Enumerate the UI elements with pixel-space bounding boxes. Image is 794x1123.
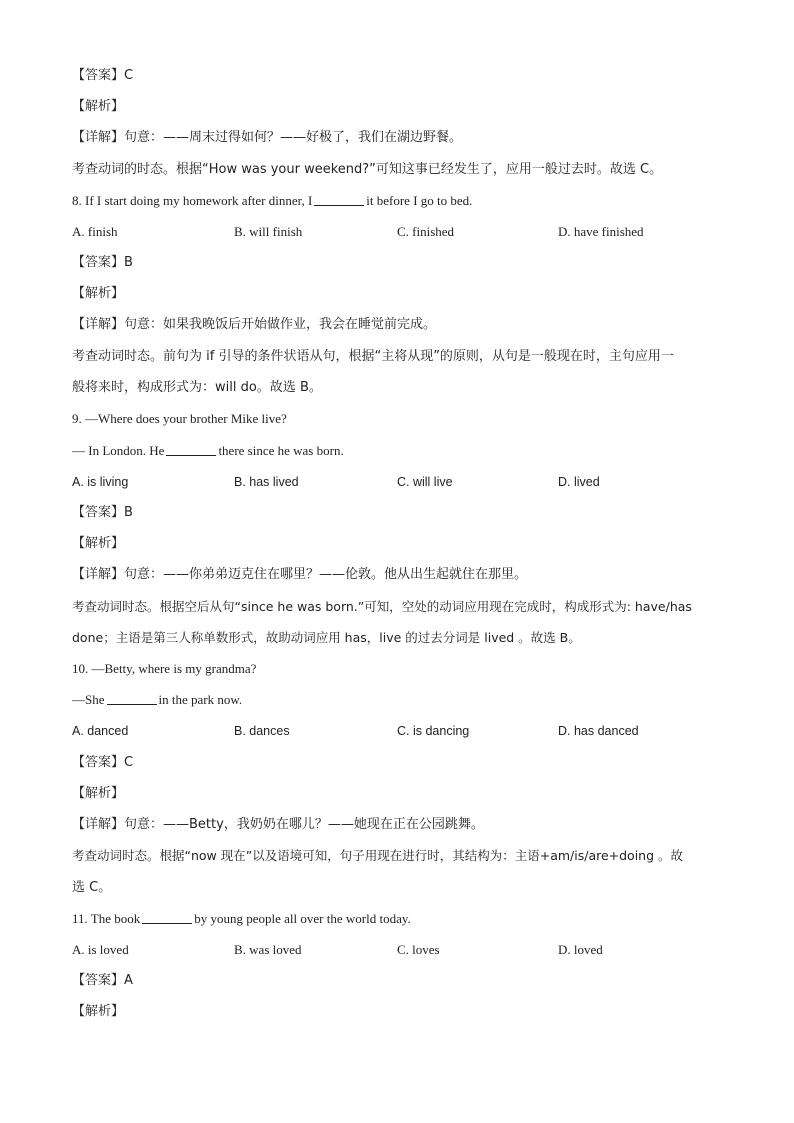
- detail-tag: 【详解】: [72, 567, 125, 582]
- option-c: C. is dancing: [397, 724, 470, 738]
- explanation-text: 考查动词时态。根据“now 现在”以及语境可知，句子用现在进行时，其结构为：主语+am/is/are+doing 。故: [72, 848, 684, 863]
- stem-after-blank: there since he was born.: [218, 443, 344, 458]
- answer-value: C: [124, 755, 134, 770]
- answer-tag: 【答案】: [72, 505, 125, 520]
- option-d: D. loved: [558, 942, 603, 957]
- detail-tag: 【详解】: [72, 817, 125, 832]
- answer-tag: 【答案】: [72, 68, 125, 83]
- explanation-text-continued: 般将来时，构成形式为：will do。故选 B。: [72, 380, 322, 395]
- answer-blank: [142, 911, 192, 924]
- stem-before-blank: —She: [72, 692, 105, 707]
- answer-value: C: [124, 68, 134, 83]
- answer-tag: 【答案】: [72, 973, 125, 988]
- sentence-meaning: 句意：——你弟弟迈克住在哪里？——伦敦。他从出生起就住在那里。: [124, 567, 528, 582]
- answer-blank: [314, 193, 364, 206]
- answer-value: B: [124, 255, 133, 270]
- option-d: D. has danced: [558, 724, 639, 738]
- stem-before-blank: 11. The book: [72, 911, 141, 926]
- option-a: A. is loved: [72, 942, 129, 957]
- analysis-heading: 【解析】: [72, 536, 125, 551]
- option-a: A. is living: [72, 475, 129, 489]
- answer-line: [72, 67, 133, 85]
- explanation-text-continued: 选 C。: [72, 880, 112, 895]
- question-response: [72, 442, 344, 460]
- answer-blank: [107, 692, 157, 705]
- answer-value: A: [124, 973, 133, 988]
- option-c: C. finished: [397, 224, 455, 239]
- detail-tag: 【详解】: [72, 317, 125, 332]
- answer-blank: [166, 443, 216, 456]
- answer-tag: 【答案】: [72, 255, 125, 270]
- answer-line: [72, 504, 133, 522]
- sentence-meaning: 句意：如果我晚饭后开始做作业，我会在睡觉前完成。: [124, 317, 437, 332]
- detail-line: [72, 316, 436, 334]
- option-a: A. danced: [72, 724, 129, 738]
- analysis-heading: 【解析】: [72, 286, 125, 301]
- answer-value: B: [124, 505, 133, 520]
- stem-after-blank: in the park now.: [158, 692, 243, 707]
- question-response: [72, 691, 242, 709]
- detail-line: [72, 566, 527, 584]
- question-stem: 9. —Where does your brother Mike live?: [72, 411, 287, 426]
- stem-after-blank: by young people all over the world today.: [194, 911, 411, 926]
- analysis-heading: 【解析】: [72, 99, 125, 114]
- option-c: C. will live: [397, 475, 453, 489]
- sentence-meaning: 句意：——周末过得如何？——好极了，我们在湖边野餐。: [124, 130, 463, 145]
- answer-line: [72, 972, 133, 990]
- explanation-text: 考查动词时态。根据空后从句“since he was born.”可知，空处的动词应用现在完成时，构成形式为: have/has: [72, 599, 692, 614]
- detail-tag: 【详解】: [72, 130, 125, 145]
- option-d: D. lived: [558, 475, 600, 489]
- explanation-text-continued: done；主语是第三人称单数形式，故助动词应用 has，live 的过去分词是 lived 。故选 B。: [72, 630, 581, 645]
- sentence-meaning: 句意：——Betty，我奶奶在哪儿？——她现在正在公园跳舞。: [124, 817, 484, 832]
- stem-before-blank: 8. If I start doing my homework after dinner, I: [72, 193, 313, 208]
- option-b: B. was loved: [234, 942, 302, 957]
- answer-tag: 【答案】: [72, 755, 125, 770]
- explanation-text: 考查动词时态。前句为 if 引导的条件状语从句，根据“主将从现”的原则，从句是一般现在时，主句应用一: [72, 349, 674, 364]
- option-b: B. dances: [234, 724, 290, 738]
- detail-line: [72, 129, 462, 147]
- stem-before-blank: — In London. He: [72, 443, 165, 458]
- question-stem: [72, 192, 472, 210]
- option-a: A. finish: [72, 224, 118, 239]
- question-stem: 10. —Betty, where is my grandma?: [72, 661, 257, 676]
- question-stem: [72, 910, 411, 928]
- stem-after-blank: it before I go to bed.: [366, 193, 473, 208]
- option-c: C. loves: [397, 942, 440, 957]
- detail-line: [72, 816, 484, 834]
- answer-line: [72, 254, 133, 272]
- explanation-text: 考查动词的时态。根据“How was your weekend?”可知这事已经发生了，应用一般过去时。故选 C。: [72, 162, 663, 177]
- option-b: B. will finish: [234, 224, 303, 239]
- option-d: D. have finished: [558, 224, 644, 239]
- analysis-heading: 【解析】: [72, 1004, 125, 1019]
- analysis-heading: 【解析】: [72, 786, 125, 801]
- answer-line: [72, 754, 133, 772]
- option-b: B. has lived: [234, 475, 299, 489]
